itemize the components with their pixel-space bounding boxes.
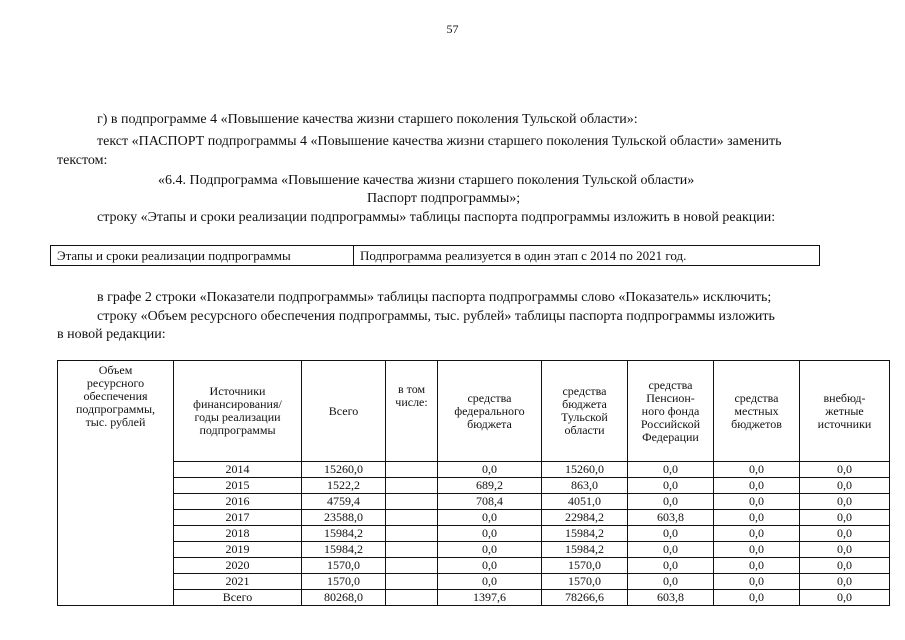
cell-pension: 0,0 [628,478,714,494]
header-line: средства [648,377,693,392]
header-line: Объем [98,363,133,377]
cell-total: 15984,2 [302,542,386,558]
table-row [58,590,890,606]
header-line: жетные [825,403,864,418]
table-row [58,542,890,558]
cell-local: 0,0 [714,526,800,542]
cell-total: 80268,0 [302,590,386,606]
cell-regional: 15260,0 [542,462,628,478]
header-total: Всего [302,361,386,462]
cell-offbudget: 0,0 [800,478,890,494]
cell-local: 0,0 [714,590,800,606]
cell-federal: 0,0 [438,574,542,590]
cell-offbudget: 0,0 [800,494,890,510]
stage-value: Подпрограмма реализуется в один этап с 2014 по 2021 год. [354,246,820,266]
paragraph-line: текст «ПАСПОРТ подпрограммы 4 «Повышение качества жизни старшего поколения Тульской области» заменить [97,134,782,149]
header-incl [386,361,438,462]
cell-total: 4759,4 [302,494,386,510]
cell-pension: 0,0 [628,462,714,478]
cell-offbudget: 0,0 [800,574,890,590]
header-line: Российской [640,416,701,431]
header-line: обеспечения [83,389,148,403]
header-line: ного фонда [641,403,700,418]
cell-regional: 22984,2 [542,510,628,526]
header-line: Пенсион- [646,390,695,405]
cell-offbudget: 0,0 [800,590,890,606]
cell-local: 0,0 [714,478,800,494]
header-line: годы реализации [194,410,281,424]
header-federal [438,361,542,462]
cell-year: 2017 [174,510,302,526]
cell-empty [386,510,438,526]
table-row [58,478,890,494]
header-line: средства [562,384,607,398]
cell-total: 1570,0 [302,558,386,574]
cell-total: 15260,0 [302,462,386,478]
header-line: ресурсного [86,376,145,390]
header-offbudget [800,361,890,462]
cell-offbudget: 0,0 [800,526,890,542]
header-line: подпрограммы, [75,402,156,416]
cell-total: 23588,0 [302,510,386,526]
cell-empty [386,494,438,510]
header-line: бюджета [467,416,512,431]
paragraph-line: текстом: [57,153,108,168]
cell-regional: 863,0 [542,478,628,494]
cell-total: 1522,2 [302,478,386,494]
resource-table [57,360,890,606]
cell-federal: 1397,6 [438,590,542,606]
cell-pension: 0,0 [628,574,714,590]
table-row [58,558,890,574]
row-label [58,364,173,429]
cell-pension: 0,0 [628,542,714,558]
header-line: Федерации [642,429,699,444]
cell-regional: 1570,0 [542,558,628,574]
cell-empty [386,542,438,558]
header-line: подпрограммы [199,423,276,437]
cell-offbudget: 0,0 [800,558,890,574]
cell-regional: 4051,0 [542,494,628,510]
cell-federal: 708,4 [438,494,542,510]
cell-local: 0,0 [714,574,800,590]
cell-empty [386,462,438,478]
cell-year: 2015 [174,478,302,494]
cell-empty [386,526,438,542]
cell-regional: 78266,6 [542,590,628,606]
header-line: местных [734,403,779,418]
cell-offbudget: 0,0 [800,542,890,558]
cell-federal: 0,0 [438,542,542,558]
header-line: тыс. рублей [85,415,146,429]
header-regional [542,361,628,462]
header-line: внебюд- [823,390,866,405]
cell-year: 2018 [174,526,302,542]
cell-year: 2016 [174,494,302,510]
paragraph-line: строку «Этапы и сроки реализации подпрограммы» таблицы паспорта подпрограммы изложить в новой реакции: [97,210,776,225]
cell-empty [386,478,438,494]
header-local [714,361,800,462]
cell-regional: 1570,0 [542,574,628,590]
header-line: источники [817,416,872,431]
stage-label: Этапы и сроки реализации подпрограммы [51,246,354,266]
cell-offbudget: 0,0 [800,510,890,526]
cell-year: Всего [174,590,302,606]
paragraph-line: г) в подпрограмме 4 «Повышение качества жизни старшего поколения Тульской области»: [97,112,638,127]
header-line: Тульской [561,410,608,424]
table-row [58,510,890,526]
row-label-cell [58,361,174,606]
header-sources [174,361,302,462]
paragraph-line: в новой редакции: [57,327,166,342]
cell-federal: 0,0 [438,558,542,574]
cell-year: 2020 [174,558,302,574]
cell-regional: 15984,2 [542,526,628,542]
cell-regional: 15984,2 [542,542,628,558]
header-line: бюджетов [731,416,782,431]
paragraph-line: в графе 2 строки «Показатели подпрограммы» таблицы паспорта подпрограммы слово «Показатель» исключить; [97,290,772,305]
cell-empty [386,558,438,574]
header-line: в том [397,382,426,396]
cell-federal: 0,0 [438,510,542,526]
cell-year: 2014 [174,462,302,478]
cell-empty [386,574,438,590]
header-line: средства [734,390,779,405]
cell-pension: 0,0 [628,558,714,574]
cell-local: 0,0 [714,510,800,526]
table-row [58,574,890,590]
header-line: бюджета [562,397,607,411]
paragraph-line: «6.4. Подпрограмма «Повышение качества жизни старшего поколения Тульской области» [158,173,695,188]
cell-empty [386,590,438,606]
cell-local: 0,0 [714,494,800,510]
cell-pension: 603,8 [628,590,714,606]
cell-local: 0,0 [714,558,800,574]
cell-local: 0,0 [714,542,800,558]
stage-table [50,245,820,266]
header-line: финансирования/ [193,397,282,411]
header-line: Источники [209,384,266,398]
header-line: числе: [395,395,428,409]
cell-pension: 0,0 [628,526,714,542]
table-row [58,462,890,478]
header-pension [628,361,714,462]
header-line: области [564,423,605,437]
cell-federal: 0,0 [438,526,542,542]
cell-pension: 0,0 [628,494,714,510]
page-number: 57 [446,22,459,36]
cell-federal: 689,2 [438,478,542,494]
cell-federal: 0,0 [438,462,542,478]
paragraph-line: Паспорт подпрограммы»; [367,191,521,206]
table-row [58,526,890,542]
cell-total: 15984,2 [302,526,386,542]
cell-year: 2021 [174,574,302,590]
cell-local: 0,0 [714,462,800,478]
header-line: средства [467,390,512,405]
table-row [58,494,890,510]
cell-pension: 603,8 [628,510,714,526]
paragraph-line: строку «Объем ресурсного обеспечения подпрограммы, тыс. рублей» таблицы паспорта подпрограммы изложить [97,309,775,324]
cell-year: 2019 [174,542,302,558]
cell-total: 1570,0 [302,574,386,590]
cell-offbudget: 0,0 [800,462,890,478]
header-line: федерального [454,403,525,418]
